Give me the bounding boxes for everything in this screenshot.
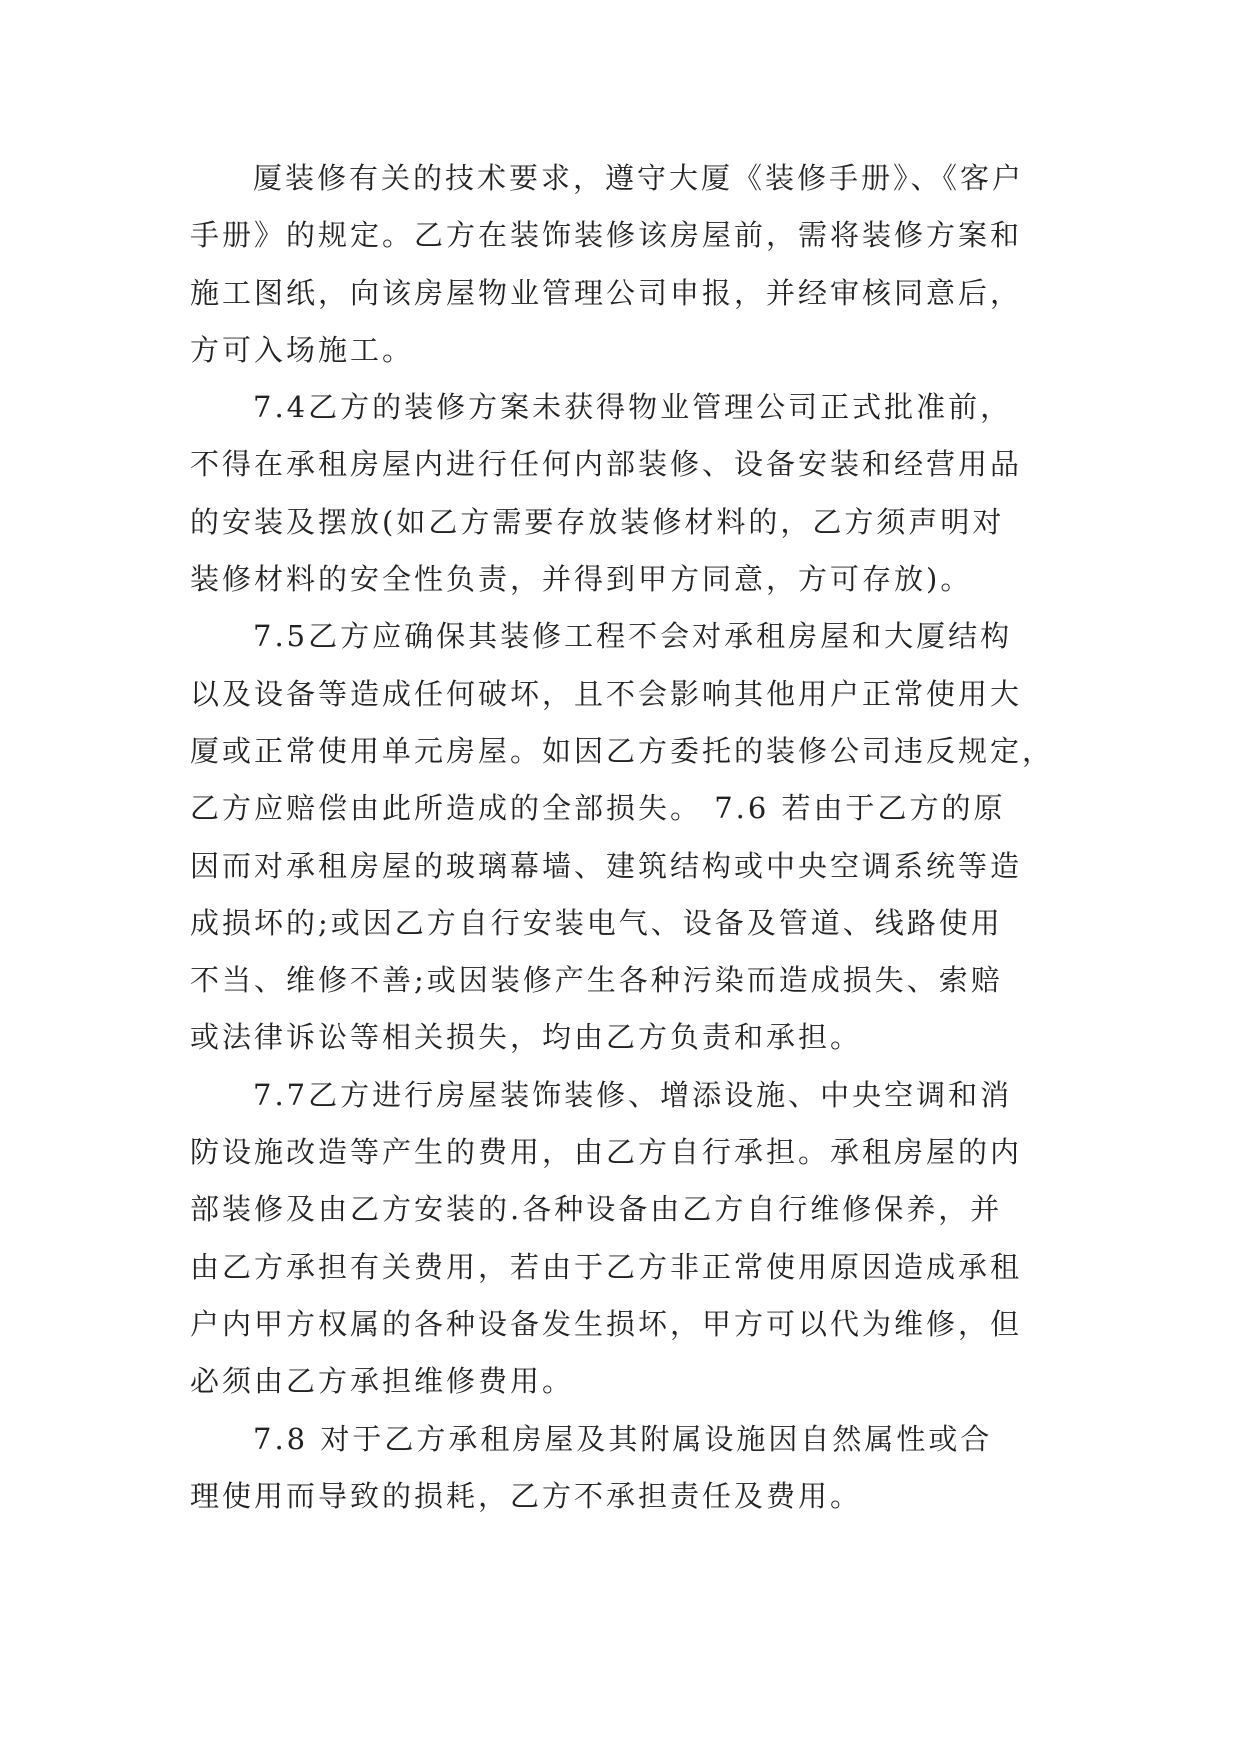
paragraph-7-4 — [190, 379, 1070, 608]
text-line: 的安装及摆放(如乙方需要存放装修材料的，乙方须声明对 — [190, 504, 1005, 539]
paragraph-7-3-continued — [190, 150, 1070, 379]
text-line: 不当、维修不善;或因装修产生各种污染而造成损失、索赔 — [190, 963, 1003, 998]
document-body — [190, 150, 1070, 1525]
text-line: 乙方应赔偿由此所造成的全部损失。 7.6 若由于乙方的原 — [190, 791, 1006, 826]
text-line: 以及设备等造成任何破坏，且不会影响其他用户正常使用大 — [190, 676, 1023, 711]
text-line: 由乙方承担有关费用，若由于乙方非正常使用原因造成承租 — [190, 1249, 1023, 1284]
text-line: 防设施改造等产生的费用，由乙方自行承担。承租房屋的内 — [190, 1135, 1023, 1170]
paragraph-7-5-7-6 — [190, 608, 1070, 1066]
text-line: 不得在承租房屋内进行任何内部装修、设备安装和经营用品 — [190, 447, 1023, 482]
text-line: 施工图纸，向该房屋物业管理公司申报，并经审核同意后， — [190, 275, 1023, 310]
text-line: 必须由乙方承担维修费用。 — [190, 1364, 575, 1399]
text-line: 厦或正常使用单元房屋。如因乙方委托的装修公司违反规定， — [190, 733, 1055, 768]
text-line: 户内甲方权属的各种设备发生损坏，甲方可以代为维修，但 — [190, 1306, 1023, 1341]
text-line: 理使用而导致的损耗，乙方不承担责任及费用。 — [190, 1478, 863, 1513]
text-line: 7.7乙方进行房屋装饰装修、增添设施、中央空调和消 — [253, 1077, 1013, 1112]
paragraph-7-7 — [190, 1067, 1070, 1411]
paragraph-7-8 — [190, 1411, 1070, 1526]
text-line: 因而对承租房屋的玻璃幕墙、建筑结构或中央空调系统等造 — [190, 848, 1023, 883]
text-line: 厦装修有关的技术要求，遵守大厦《装修手册》、《客户 — [253, 161, 1025, 195]
text-line: 或法律诉讼等相关损失，均由乙方负责和承担。 — [190, 1020, 863, 1055]
text-line: 7.8 对于乙方承租房屋及其附属设施因自然属性或合 — [253, 1421, 993, 1456]
text-line: 手册》的规定。乙方在装饰装修该房屋前，需将装修方案和 — [190, 218, 1023, 253]
text-line: 方可入场施工。 — [190, 332, 415, 367]
text-line: 成损坏的;或因乙方自行安装电气、设备及管道、线路使用 — [190, 905, 1003, 940]
text-line: 7.5乙方应确保其装修工程不会对承租房屋和大厦结构 — [253, 619, 1013, 654]
text-line: 7.4乙方的装修方案未获得物业管理公司正式批准前， — [253, 390, 1013, 425]
text-line: 部装修及由乙方安装的.各种设备由乙方自行维修保养，并 — [190, 1192, 1003, 1227]
text-line: 装修材料的安全性负责，并得到甲方同意，方可存放)。 — [190, 562, 973, 597]
